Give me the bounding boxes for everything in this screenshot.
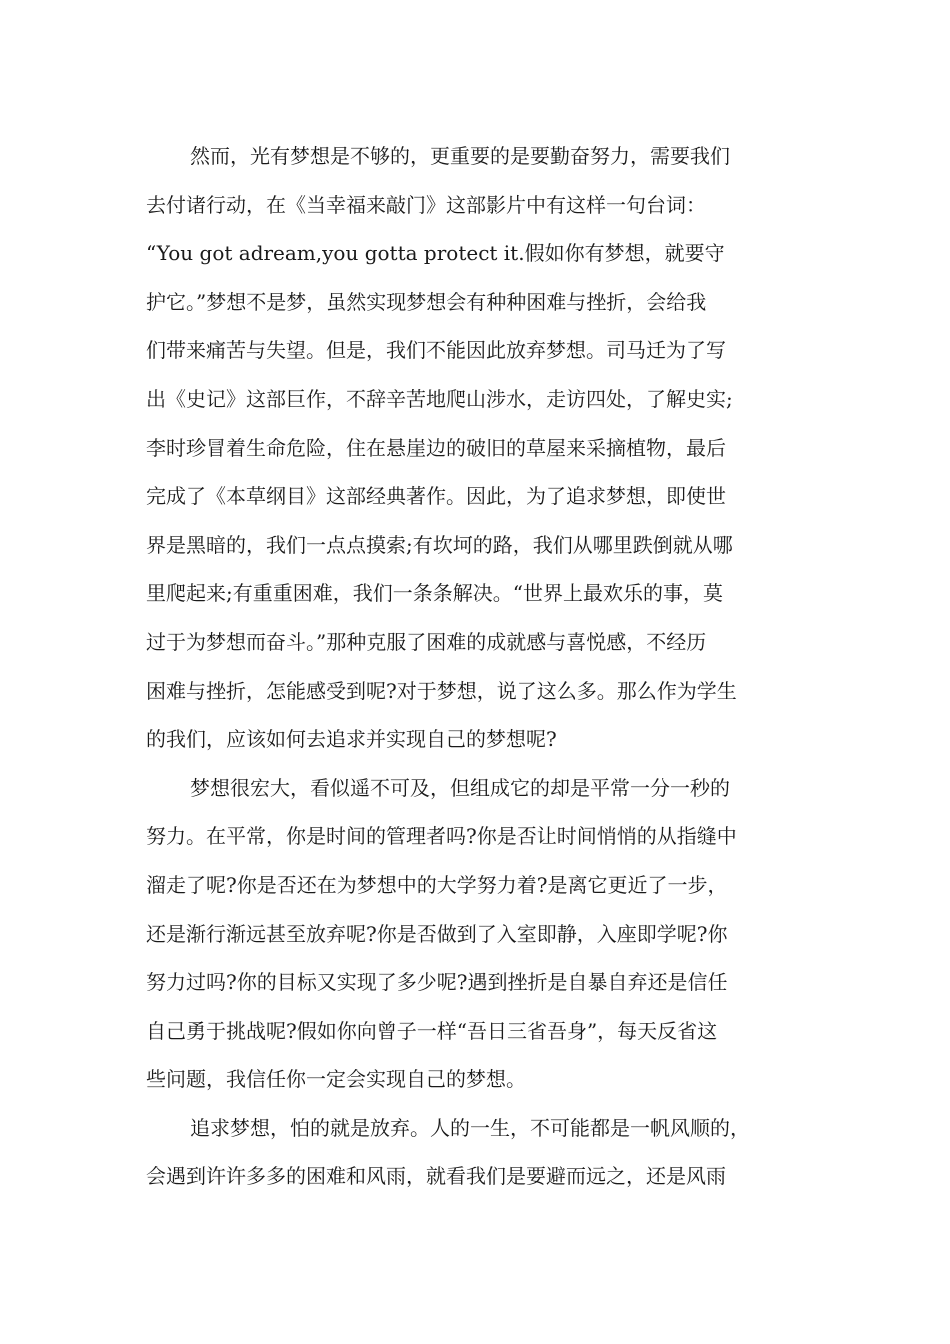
text-line: 李时珍冒着生命危险，住在悬崖边的破旧的草屋来采摘植物，最后 bbox=[146, 435, 726, 460]
text-line: 追求梦想，怕的就是放弃。人的一生，不可能都是一帆风顺的， bbox=[190, 1115, 750, 1140]
text-line: 些问题，我信任你一定会实现自己的梦想。 bbox=[146, 1067, 526, 1092]
text-line: 的我们，应该如何去追求并实现自己的梦想呢? bbox=[146, 727, 557, 752]
text-line: 界是黑暗的，我们一点点摸索;有坎坷的路，我们从哪里跌倒就从哪 bbox=[146, 532, 733, 557]
text-line: 会遇到许许多多的困难和风雨，就看我们是要避而远之，还是风雨 bbox=[146, 1164, 726, 1189]
text-line: 然而，光有梦想是不够的，更重要的是要勤奋努力，需要我们 bbox=[190, 144, 730, 168]
text-line: 完成了《本草纲目》这部经典著作。因此，为了追求梦想，即使世 bbox=[146, 484, 726, 509]
text-line: 去付诸行动，在《当幸福来敲门》这部影片中有这样一句台词： bbox=[146, 192, 706, 217]
document-body bbox=[146, 132, 810, 1201]
text-line: 还是渐行渐远甚至放弃呢?你是否做到了入室即静，入座即学呢?你 bbox=[146, 921, 728, 946]
text-line: 溜走了呢?你是否还在为梦想中的大学努力着?是离它更近了一步， bbox=[146, 872, 728, 897]
text-line: 努力。在平常，你是时间的管理者吗?你是否让时间悄悄的从指缝中 bbox=[146, 824, 737, 849]
text-line: 护它。”梦想不是梦，虽然实现梦想会有种种困难与挫折，会给我 bbox=[146, 289, 707, 314]
text-line: “You got adream,you gotta protect it.假如你有梦想，就要守 bbox=[146, 241, 725, 266]
text-line: 梦想很宏大，看似遥不可及，但组成它的却是平常一分一秒的 bbox=[190, 775, 730, 800]
text-line: 困难与挫折，怎能感受到呢?对于梦想，说了这么多。那么作为学生 bbox=[146, 678, 737, 703]
text-line: 里爬起来;有重重困难，我们一条条解决。“世界上最欢乐的事，莫 bbox=[146, 581, 723, 606]
text-line: 过于为梦想而奋斗。”那种克服了困难的成就感与喜悦感，不经历 bbox=[146, 629, 707, 654]
text-line: 出《史记》这部巨作，不辞辛苦地爬山涉水，走访四处，了解史实; bbox=[146, 386, 733, 411]
text-line: 自己勇于挑战呢?假如你向曾子一样“吾日三省吾身”，每天反省这 bbox=[146, 1018, 718, 1043]
text-line: 努力过吗?你的目标又实现了多少呢?遇到挫折是自暴自弃还是信任 bbox=[146, 970, 728, 995]
text-line: 们带来痛苦与失望。但是，我们不能因此放弃梦想。司马迁为了写 bbox=[146, 338, 726, 363]
